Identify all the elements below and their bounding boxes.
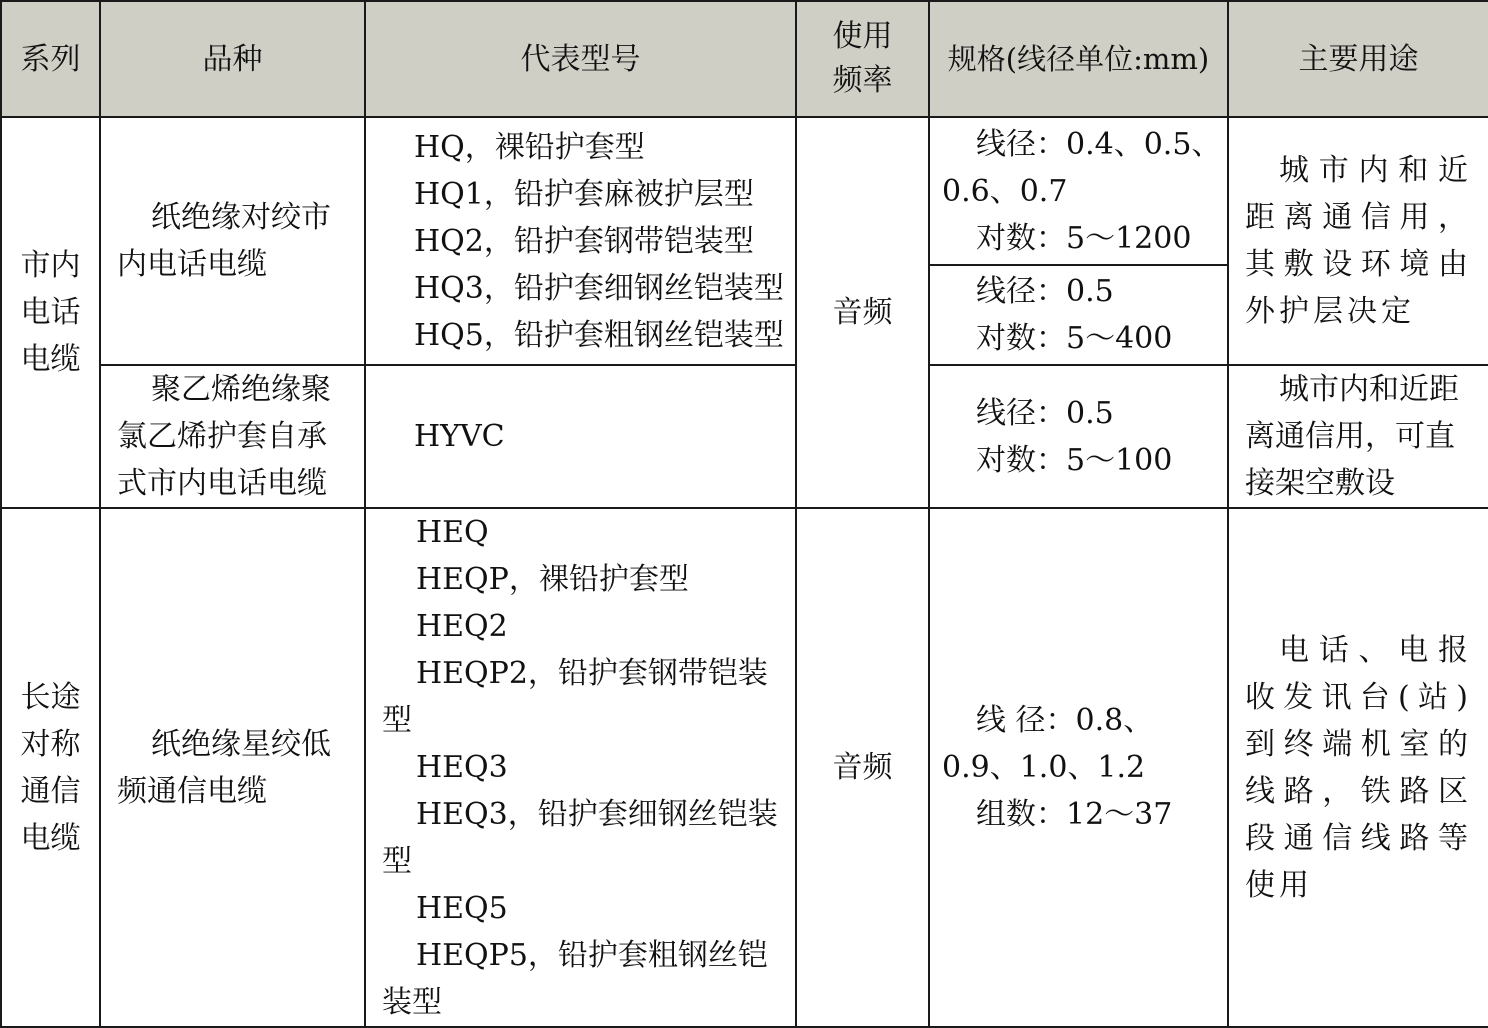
table-row: [1, 508, 1488, 1027]
text-line: HEQ3，铅护套细钢丝铠装型: [382, 797, 778, 879]
text-line: 0.9、1.0、1.2: [942, 750, 1146, 785]
usage-cell: 城市内和近距离通信用，其敷设环境由外护层决定: [1228, 117, 1488, 365]
text-line: HQ3，铅护套细钢丝铠装型: [414, 270, 784, 306]
table-row: [1, 117, 1488, 265]
text-line: 0.6、0.7: [942, 173, 1068, 209]
spec-list: [930, 697, 1227, 838]
frequency-cell: 音频: [796, 117, 929, 508]
spec-list: [930, 268, 1227, 362]
models-list: [366, 413, 795, 460]
text-line: HEQ5: [416, 891, 508, 926]
spec-cell: [929, 508, 1228, 1027]
usage-cell: 电话、电报收发讯台(站)到终端机室的线路，铁路区段通信线路等使用: [1228, 508, 1488, 1027]
header-series: 系列: [1, 1, 100, 117]
spec-cell: [929, 265, 1228, 365]
text-line: HQ，裸铅护套型: [414, 129, 645, 165]
header-row: [1, 1, 1488, 117]
text-line: HEQ: [416, 515, 489, 550]
text-line: 对数：5～100: [976, 442, 1173, 478]
spec-list: [930, 390, 1227, 484]
series-cell: 长途 对称 通信 电缆: [1, 508, 100, 1027]
frequency-cell: 音频: [796, 508, 929, 1027]
usage-cell: 城市内和近距离通信用，可直接架空敷设: [1228, 365, 1488, 508]
text-line: 对数：5～1200: [976, 220, 1192, 256]
text-line: 对数：5～400: [976, 321, 1173, 356]
header-variety: 品种: [100, 1, 365, 117]
series-cell: 市内 电话 电缆: [1, 117, 100, 508]
text-line: HEQ2: [416, 609, 508, 644]
spec-list: [930, 121, 1227, 262]
models-list: [366, 124, 795, 359]
variety-cell: 纸绝缘星绞低频通信电缆: [100, 508, 365, 1027]
variety-cell: 纸绝缘对绞市内电话电缆: [100, 117, 365, 365]
models-cell: [365, 508, 796, 1027]
models-cell: [365, 365, 796, 508]
spec-cell: [929, 365, 1228, 508]
header-usage: 主要用途: [1228, 1, 1488, 117]
text-line: HQ5，铅护套粗钢丝铠装型: [414, 317, 784, 353]
header-models: 代表型号: [365, 1, 796, 117]
text-line: 线 径：0.8、: [976, 703, 1154, 738]
header-frequency: 使用 频率: [796, 1, 929, 117]
text-line: 线径：0.4、0.5、: [976, 126, 1222, 162]
text-line: HEQP5，铅护套粗钢丝铠装型: [382, 938, 768, 1020]
models-list: [366, 509, 795, 1026]
text-line: HEQ3: [416, 750, 508, 785]
text-line: 组数：12～37: [976, 797, 1173, 832]
text-line: HQ1，铅护套麻被护层型: [414, 176, 754, 212]
text-line: HEQP2，铅护套钢带铠装型: [382, 656, 768, 738]
spec-cell: [929, 117, 1228, 265]
header-spec: 规格(线径单位:mm): [929, 1, 1228, 117]
table-row: [1, 365, 1488, 508]
text-line: HQ2，铅护套钢带铠装型: [414, 223, 754, 259]
text-line: HYVC: [414, 419, 505, 454]
text-line: HEQP，裸铅护套型: [416, 562, 689, 597]
variety-cell: 聚乙烯绝缘聚氯乙烯护套自承式市内电话电缆: [100, 365, 365, 508]
text-line: 线径：0.5: [976, 274, 1114, 309]
text-line: 线径：0.5: [976, 395, 1114, 431]
models-cell: [365, 117, 796, 365]
